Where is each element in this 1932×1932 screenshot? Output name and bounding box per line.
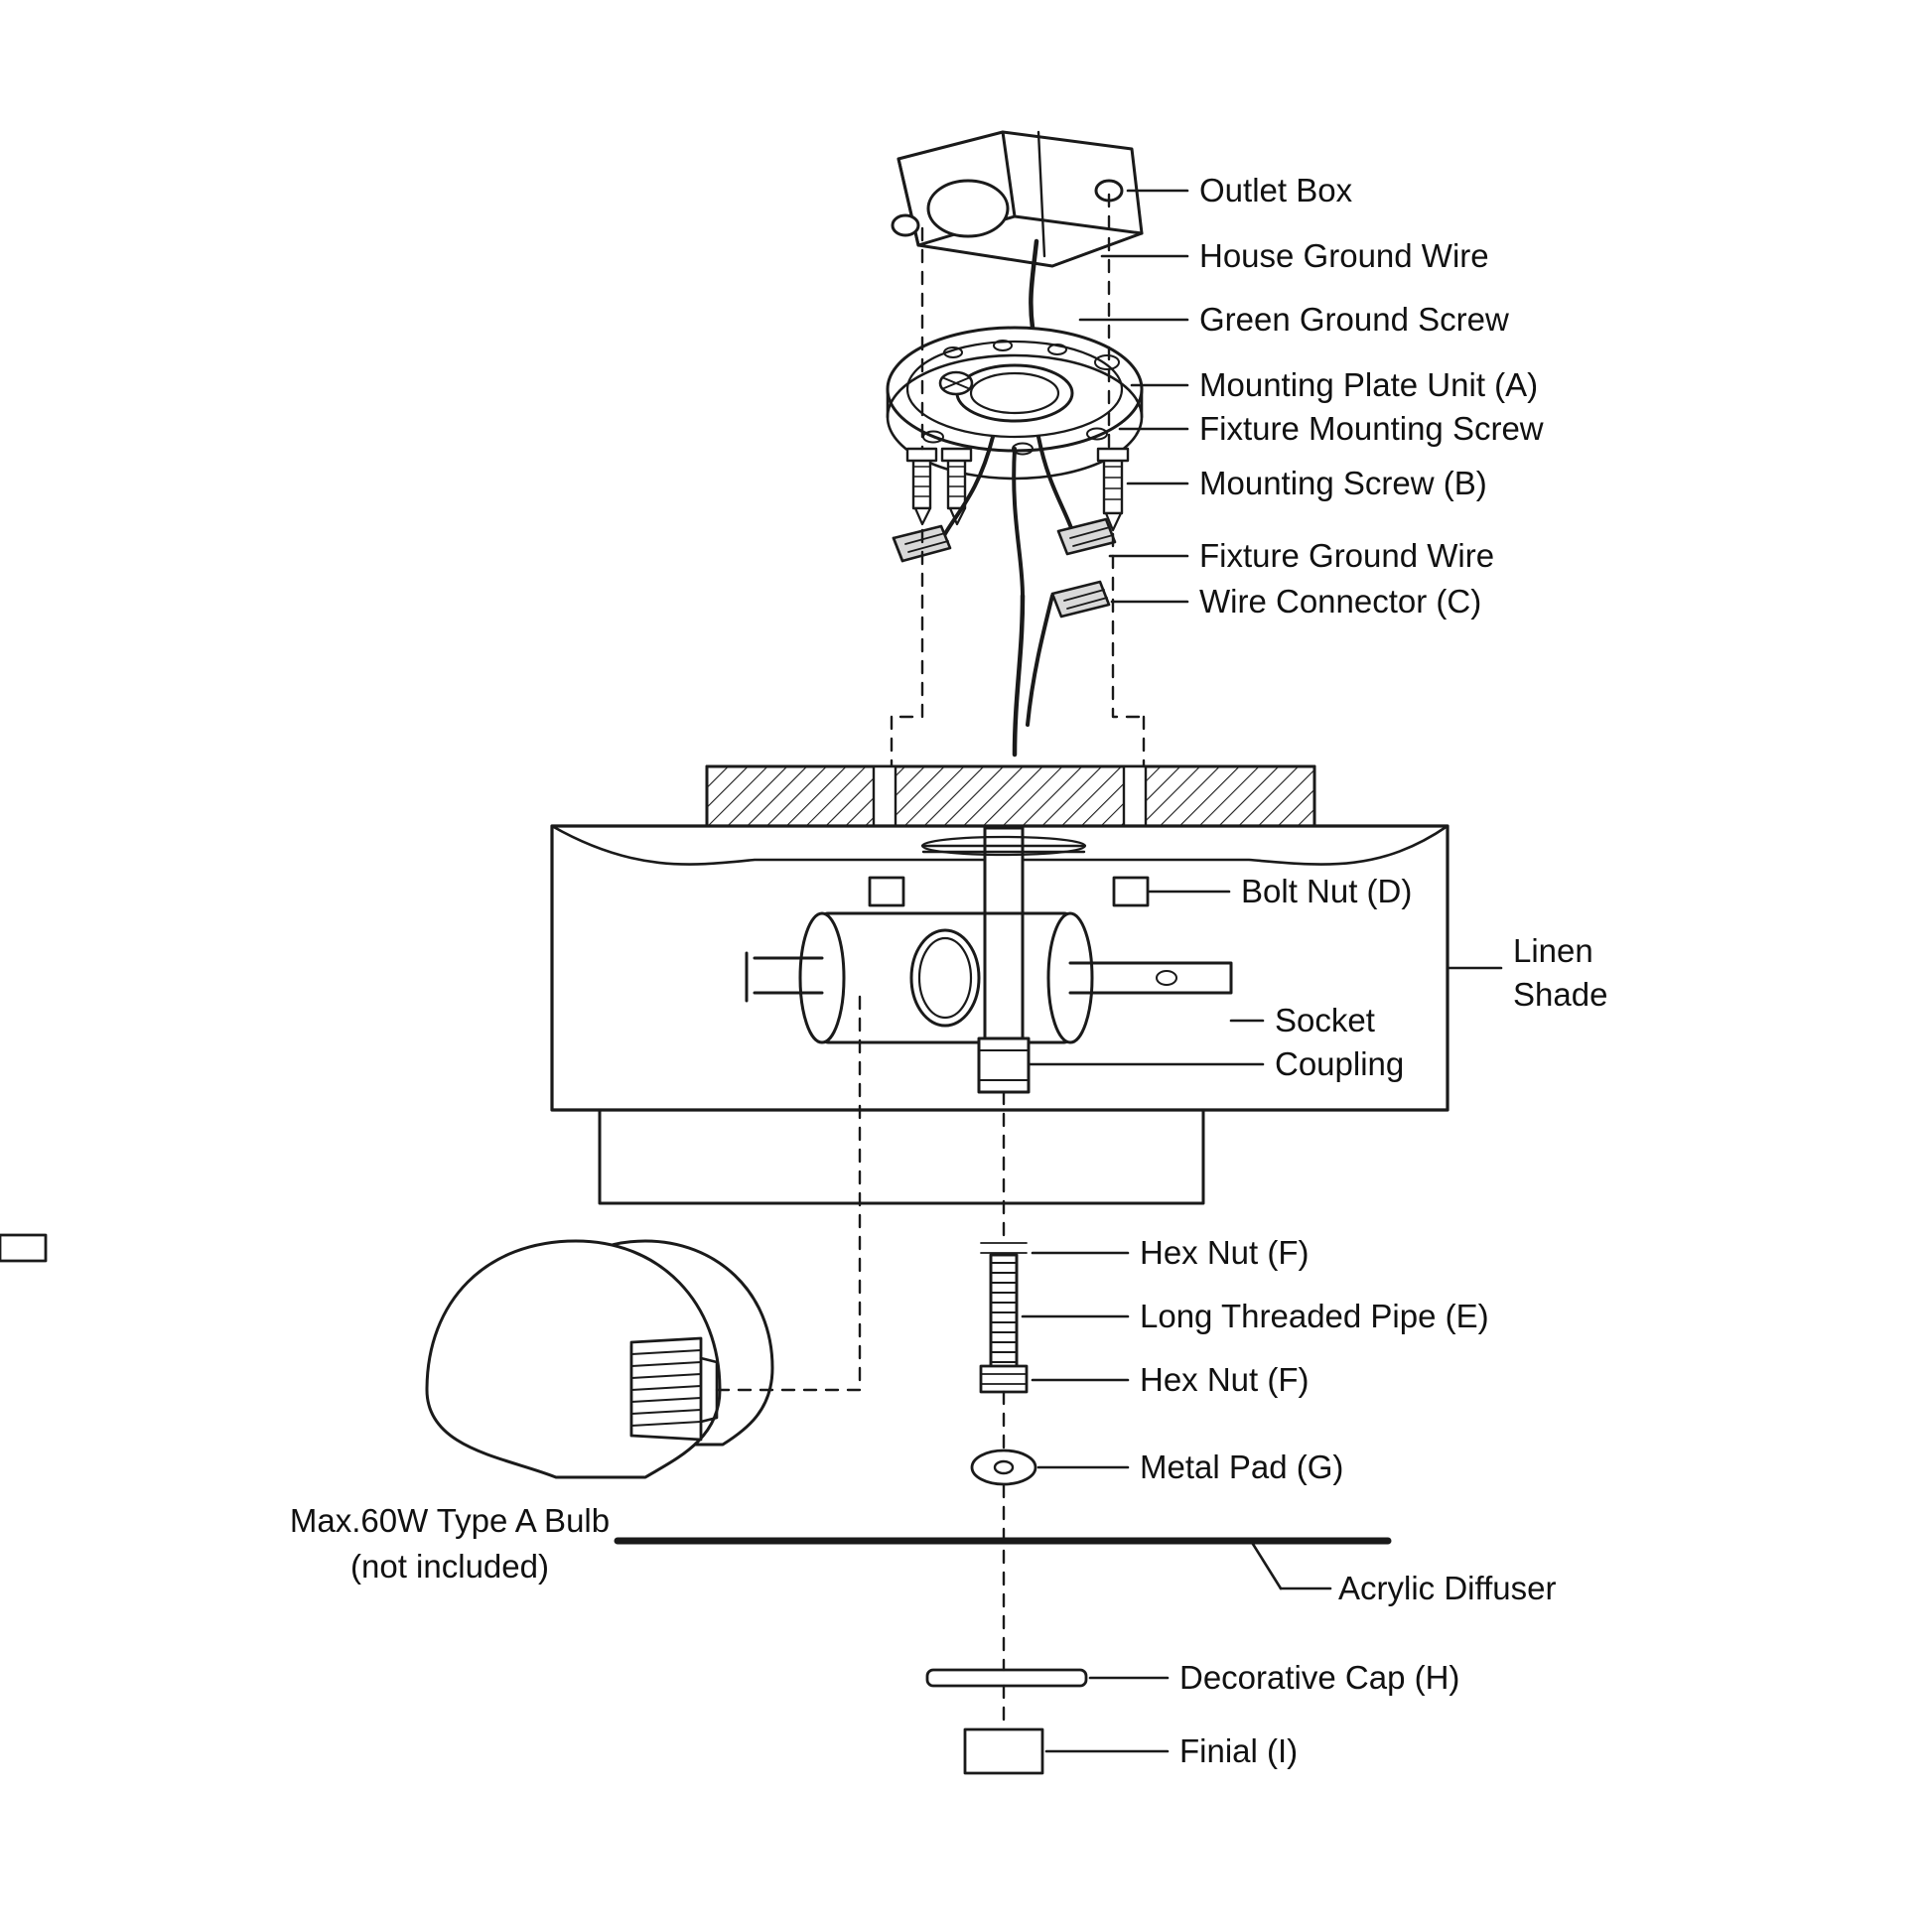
label-bulb-line1: Max.60W Type A Bulb (289, 1502, 611, 1539)
label-finial-i: Finial (I) (1179, 1732, 1299, 1769)
wire-connector-shape-right (1058, 519, 1115, 554)
label-metal-pad-g: Metal Pad (G) (1140, 1449, 1344, 1485)
coupling-shape (979, 1038, 1029, 1092)
label-hex-nut-f-bottom: Hex Nut (F) (1140, 1361, 1310, 1398)
label-house-ground-wire: House Ground Wire (1199, 237, 1489, 274)
finial-shape (965, 1729, 1042, 1773)
label-decorative-cap-h: Decorative Cap (H) (1179, 1659, 1460, 1696)
bolt-nut-shape-right (1114, 878, 1148, 905)
label-coupling: Coupling (1275, 1045, 1405, 1082)
label-socket: Socket (1275, 1002, 1375, 1038)
bolt-nut-shape-left (870, 878, 903, 905)
label-linen-shade-line2: Shade (1513, 976, 1608, 1013)
metal-pad-shape (972, 1450, 1035, 1484)
label-mounting-screw-b: Mounting Screw (B) (1199, 465, 1487, 501)
label-bulb-line2: (not included) (350, 1548, 549, 1585)
label-mounting-plate-unit: Mounting Plate Unit (A) (1199, 366, 1539, 403)
label-fixture-ground-wire: Fixture Ground Wire (1199, 537, 1495, 574)
label-long-threaded-pipe-e: Long Threaded Pipe (E) (1140, 1298, 1489, 1334)
mounting-screw-b-shape (1098, 449, 1128, 530)
label-hex-nut-f-top: Hex Nut (F) (1140, 1234, 1310, 1271)
label-bolt-nut-d: Bolt Nut (D) (1241, 873, 1413, 909)
fixture-mounting-screw-shape (907, 449, 936, 524)
decorative-cap-shape (927, 1670, 1086, 1686)
label-acrylic-diffuser: Acrylic Diffuser (1338, 1570, 1557, 1606)
label-linen-shade-line1: Linen (1513, 932, 1593, 969)
canopy-bar (707, 766, 1314, 828)
bulb-shape (427, 1241, 772, 1477)
outlet-box-shape (893, 132, 1142, 266)
green-ground-screw-shape (940, 372, 972, 394)
hex-nut-f-bottom-shape (981, 1366, 1027, 1392)
wire-connector-shape-bottom (1052, 582, 1109, 617)
label-green-ground-screw: Green Ground Screw (1199, 301, 1509, 338)
label-outlet-box: Outlet Box (1199, 172, 1353, 208)
label-wire-connector-c: Wire Connector (C) (1199, 583, 1482, 620)
label-fixture-mounting-screw: Fixture Mounting Screw (1199, 410, 1544, 447)
long-threaded-pipe-shape (991, 1255, 1017, 1374)
